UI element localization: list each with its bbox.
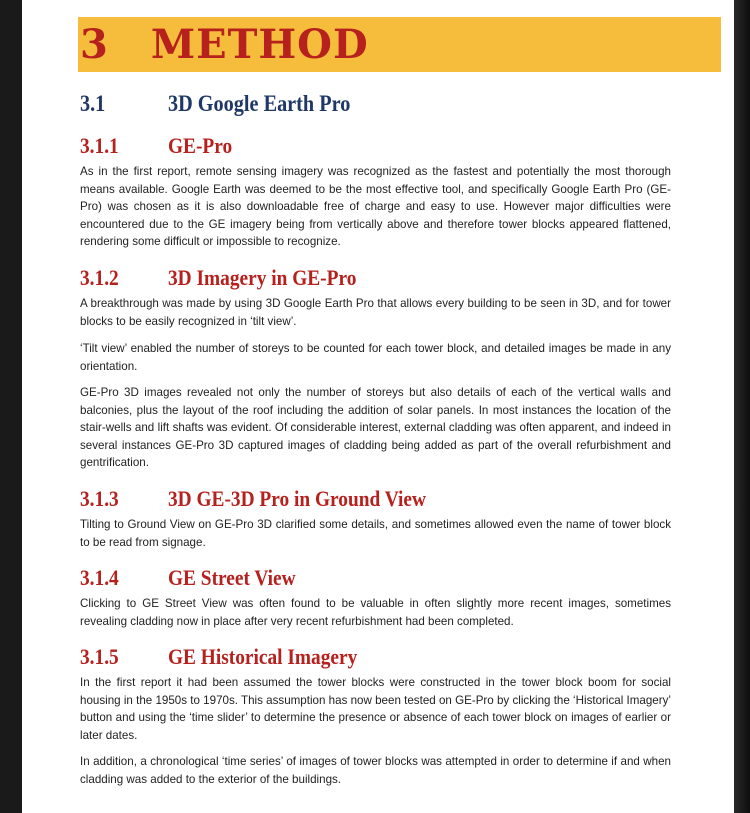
section-title: 3D Google Earth Pro [168,91,351,116]
paragraph: ‘Tilt view’ enabled the number of storeys to be counted for each tower block, and detailed images be made in any orientation. [80,342,671,373]
subsection-heading [80,133,232,159]
subsection-number: 3.1.1 [80,133,119,158]
document-page [22,0,734,813]
section-heading [80,91,350,117]
chapter-banner [78,17,721,72]
chapter-number: 3 [80,21,109,68]
subsection-number: 3.1.3 [80,486,119,511]
subsection-heading [80,265,356,291]
subsection-title: GE Historical Imagery [168,644,358,669]
window-edge-shadow [734,0,750,813]
subsection-heading [80,565,296,591]
paragraph: GE-Pro 3D images revealed not only the number of storeys but also details of each of the vertical walls and balconies, plus the layout of the roof including the addition of solar panels. In most instances the location of the stair-wells and lift shafts was evident. Of considerable interest, external cladding was often apparent, and indeed in several instances GE-Pro 3D captured images of cladding being added as part of the overall refurbishment and gentrification. [80,386,671,470]
subsection-title: 3D GE-3D Pro in Ground View [168,486,426,511]
subsection-heading [80,486,426,512]
section-number: 3.1 [80,91,106,116]
paragraph: Clicking to GE Street View was often found to be valuable in often slightly more recent images, sometimes revealing cladding now in place after very recent refurbishment had been completed. [80,597,671,628]
subsection-title: GE-Pro [168,133,233,158]
paragraph: A breakthrough was made by using 3D Google Earth Pro that allows every building to be seen in 3D, and for tower blocks to be easily recognized in ‘tilt view’. [80,297,671,328]
paragraph: Tilting to Ground View on GE-Pro 3D clarified some details, and sometimes allowed even the name of tower block to be read from signage. [80,518,671,549]
subsection-number: 3.1.5 [80,644,119,669]
paragraph: In the first report it had been assumed the tower blocks were constructed in the tower block boom for social housing in the 1950s to 1970s. This assumption has now been tested on GE-Pro by clicking the ‘Historical Imagery’ button and using the ‘time slider’ to determine the presence or absence of each tower block on images of earlier or later dates. [80,676,671,742]
subsection-title: GE Street View [168,565,296,590]
paragraph: In addition, a chronological ‘time series’ of images of tower blocks was attempted in order to determine if and when cladding was added to the exterior of the buildings. [80,755,671,786]
subsection-heading [80,644,357,670]
paragraph: As in the first report, remote sensing imagery was recognized as the fastest and potentially the most thorough means available. Google Earth was deemed to be the most effective tool, and specifically Google Earth Pro (GE-Pro) was chosen as it is also downloadable free of charge and easy to use. However major difficulties were encountered due to the GE imagery being from vertically above and therefore tower blocks appeared flattened, rendering some difficult or impossible to recognize. [80,165,671,249]
subsection-title: 3D Imagery in GE-Pro [168,265,357,290]
subsection-number: 3.1.4 [80,565,119,590]
chapter-title: METHOD [150,21,369,68]
subsection-number: 3.1.2 [80,265,119,290]
